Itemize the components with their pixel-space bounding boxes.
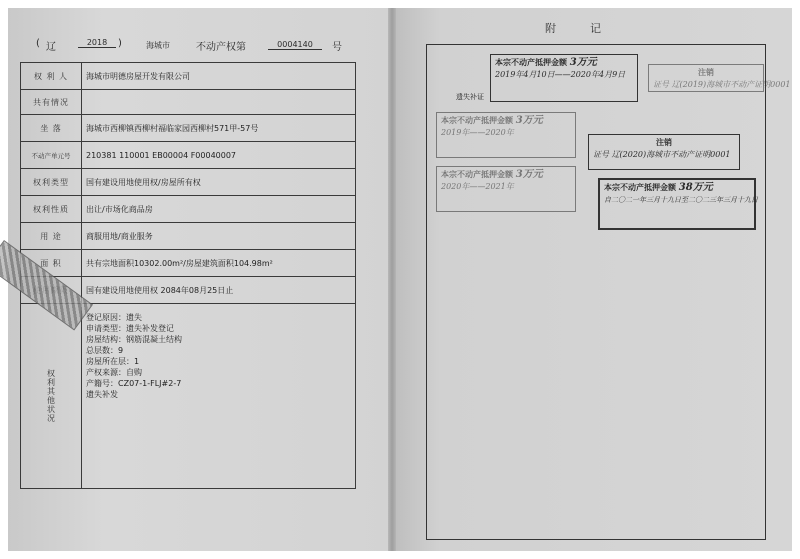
stamp-handwriting: 2019年——2020年 bbox=[441, 128, 514, 137]
table-row bbox=[21, 115, 356, 142]
page-gutter bbox=[388, 8, 396, 551]
cancel-stamp bbox=[648, 64, 791, 92]
header-prefix-close: ) bbox=[118, 38, 122, 49]
stamp-handwriting: 证号 辽(2019)海城市不动产证明0001 bbox=[653, 80, 791, 89]
lost-reissue-label: 遗失补证 bbox=[456, 93, 484, 101]
stamp-title: 本宗不动产抵押金额 bbox=[441, 116, 513, 125]
row-value: 210381 110001 EB00004 F00040007 bbox=[82, 142, 356, 169]
stamp-title: 本宗不动产抵押金额 bbox=[441, 170, 513, 179]
note-line: 产权来源：自购 bbox=[86, 368, 142, 377]
table-row bbox=[21, 223, 356, 250]
stamp-handwriting: 证号 辽(2020)海城市不动产证明0001 bbox=[593, 150, 731, 159]
table-row bbox=[21, 250, 356, 277]
mortgage-stamp bbox=[598, 178, 756, 230]
other-status-value bbox=[82, 304, 356, 489]
stamp-amount: 3万元 bbox=[515, 169, 543, 180]
header-prefix-open: ( bbox=[36, 38, 40, 49]
stamp-handwriting: 2020年——2021年 bbox=[441, 182, 514, 191]
stamp-amount: 38万元 bbox=[678, 182, 713, 193]
row-label: 面 积 bbox=[21, 250, 82, 277]
stamp-amount: 3万元 bbox=[569, 57, 597, 68]
row-value: 商服用地/商业服务 bbox=[82, 223, 356, 250]
stamp-amount: 3万元 bbox=[515, 115, 543, 126]
row-label: 不动产单元号 bbox=[21, 142, 82, 169]
cancel-stamp bbox=[588, 134, 740, 170]
note-line: 总层数：9 bbox=[86, 346, 124, 355]
other-status-lines bbox=[86, 304, 351, 400]
table-row-other bbox=[21, 304, 356, 489]
note-line: 申请类型：遗失补发登记 bbox=[86, 324, 174, 333]
note-line: 登记原因：遗失 bbox=[86, 313, 142, 322]
row-label: 共有情况 bbox=[21, 90, 82, 115]
stamp-handwriting: 2019年4月10日——2020年4月9日 bbox=[495, 70, 626, 79]
row-value bbox=[82, 90, 356, 115]
row-label: 权 利 人 bbox=[21, 63, 82, 90]
mortgage-stamp bbox=[436, 112, 576, 158]
table-row bbox=[21, 142, 356, 169]
header-number: 0004140 bbox=[268, 40, 322, 50]
table-row bbox=[21, 196, 356, 223]
row-value: 共有宗地面积10302.00m²/房屋建筑面积104.98m² bbox=[82, 250, 356, 277]
row-label: 用 途 bbox=[21, 223, 82, 250]
note-line: 遗失补发 bbox=[86, 390, 118, 399]
mortgage-stamp bbox=[436, 166, 576, 212]
note-line: 产籍号：CZ07-1-FLJ#2-7 bbox=[86, 379, 182, 388]
stamp-title: 本宗不动产抵押金额 bbox=[495, 58, 567, 67]
other-status-label: 权利其他状况 bbox=[21, 304, 82, 489]
stamp-title: 本宗不动产抵押金额 bbox=[604, 183, 676, 192]
row-value: 海城市明德房屋开发有限公司 bbox=[82, 63, 356, 90]
table-row bbox=[21, 169, 356, 196]
attachment-title: 附记 bbox=[545, 22, 635, 35]
mortgage-stamp bbox=[490, 54, 638, 102]
row-value: 国有建设用地使用权 2084年08月25日止 bbox=[82, 277, 356, 304]
header-cert-type: 不动产权第 bbox=[196, 42, 246, 53]
header-prefix: 辽 bbox=[46, 42, 56, 53]
stamp-title: 注销 bbox=[656, 138, 672, 147]
header-suffix: 号 bbox=[332, 42, 342, 53]
row-value: 出让/市场化商品房 bbox=[82, 196, 356, 223]
header-year: 2018 bbox=[78, 38, 116, 48]
row-label: 权利类型 bbox=[21, 169, 82, 196]
table-row bbox=[21, 90, 356, 115]
row-label: 坐 落 bbox=[21, 115, 82, 142]
registration-table bbox=[20, 62, 356, 489]
table-row bbox=[21, 63, 356, 90]
stamp-handwriting: 自二〇二一年三月十九日至二〇二三年三月十九日 bbox=[604, 196, 758, 204]
row-value: 国有建设用地使用权/房屋所有权 bbox=[82, 169, 356, 196]
row-value: 海城市西柳镇西柳村福临家园西柳村571甲-57号 bbox=[82, 115, 356, 142]
row-label: 权利性质 bbox=[21, 196, 82, 223]
header-city: 海城市 bbox=[146, 41, 170, 50]
stamp-title: 注销 bbox=[698, 68, 714, 77]
note-line: 房屋所在层：1 bbox=[86, 357, 140, 366]
note-line: 房屋结构：钢筋混凝土结构 bbox=[86, 335, 182, 344]
